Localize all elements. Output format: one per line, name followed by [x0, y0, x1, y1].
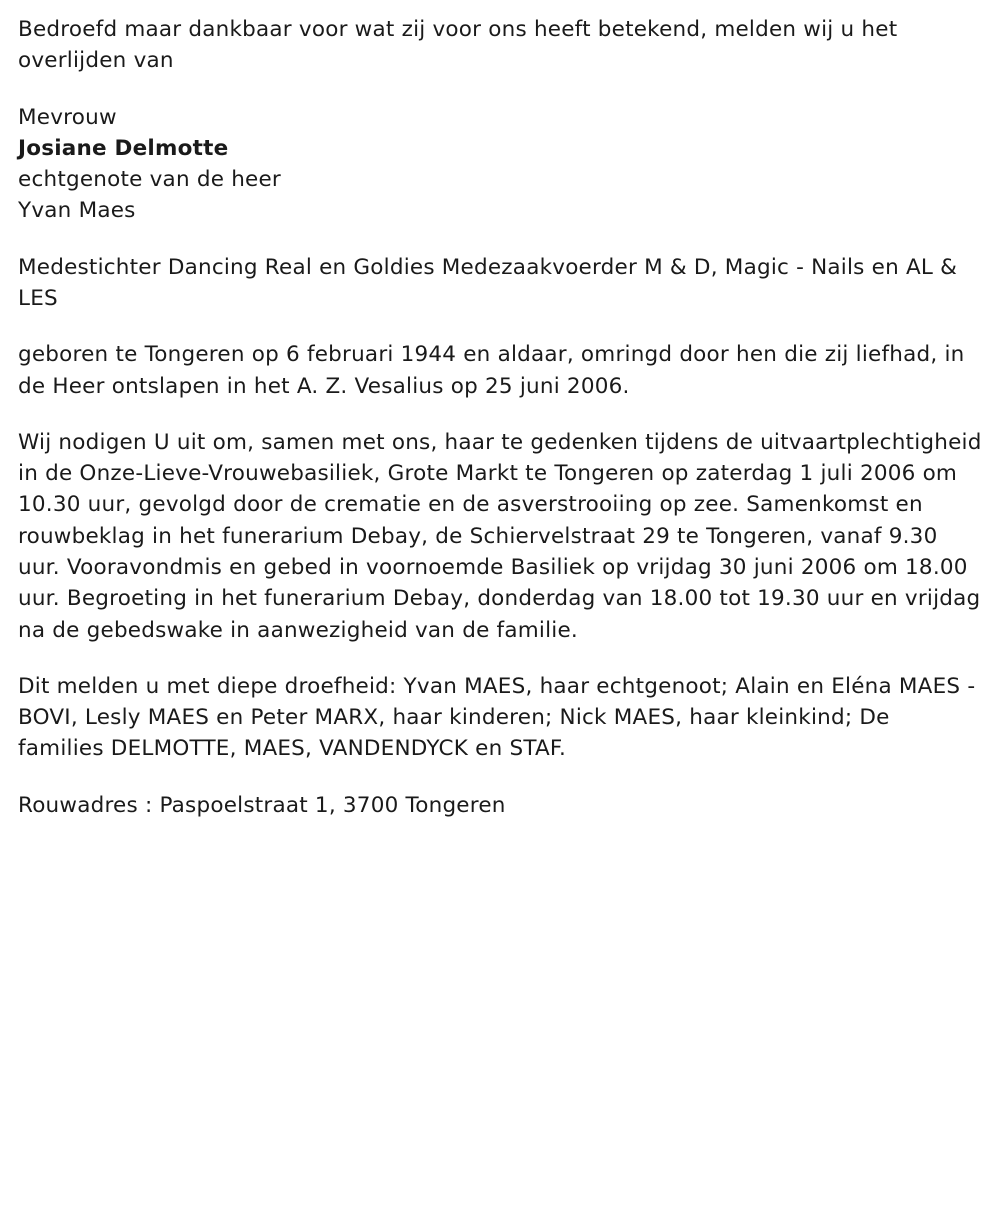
deceased-name: Josiane Delmotte [18, 135, 229, 161]
spacer [18, 227, 982, 252]
occupation-paragraph: Medestichter Dancing Real en Goldies Medezaakvoerder M & D, Magic - Nails en AL & LES [18, 254, 958, 311]
spouse-name: Yvan Maes [18, 198, 136, 224]
birth-death-paragraph: geboren te Tongeren op 6 februari 1944 en aldaar, omringd door hen die zij liefhad, in de Heer ontslapen in het A. Z. Vesalius op 25 juni 2006. [18, 342, 965, 399]
spouse-relation-line: echtgenote van de heer [18, 167, 281, 193]
spacer [18, 314, 982, 339]
ceremony-paragraph: Wij nodigen U uit om, samen met ons, haar te gedenken tijdens de uitvaartplechtigheid in de Onze-Lieve-Vrouwebasiliek, Grote Markt te Tongeren op zaterdag 1 juli 2006 om 10.30 uur, gevolgd door de crematie en de asverstrooiing op zee. Samenkomst en rouwbeklag in het funerarium Debay, de Schiervelstraat 29 te Tongeren, vanaf 9.30 uur. Vooravondmis en gebed in voornoemde Basiliek op vrijdag 30 juni 2006 om 18.00 uur. Begroeting in het funerarium Debay, donderdag van 18.00 tot 19.30 uur en vrijdag na de gebedswake in aanwezigheid van de familie. [18, 429, 982, 643]
spacer [18, 646, 982, 671]
family-paragraph: Dit melden u met diepe droefheid: Yvan MAES, haar echtgenoot; Alain en Eléna MAES - BOVI, Lesly MAES en Peter MARX, haar kinderen; Nick MAES, haar kleinkind; De families DELMOTTE, MAES, VANDENDYCK en STAF. [18, 673, 976, 762]
intro-paragraph: Bedroefd maar dankbaar voor wat zij voor ons heeft betekend, melden wij u het overlijden van [18, 17, 898, 74]
spacer [18, 402, 982, 427]
mourning-address-line: Rouwadres : Paspoelstraat 1, 3700 Tongeren [18, 792, 506, 818]
salutation-line: Mevrouw [18, 104, 117, 130]
spacer [18, 765, 982, 790]
spacer [18, 77, 982, 102]
